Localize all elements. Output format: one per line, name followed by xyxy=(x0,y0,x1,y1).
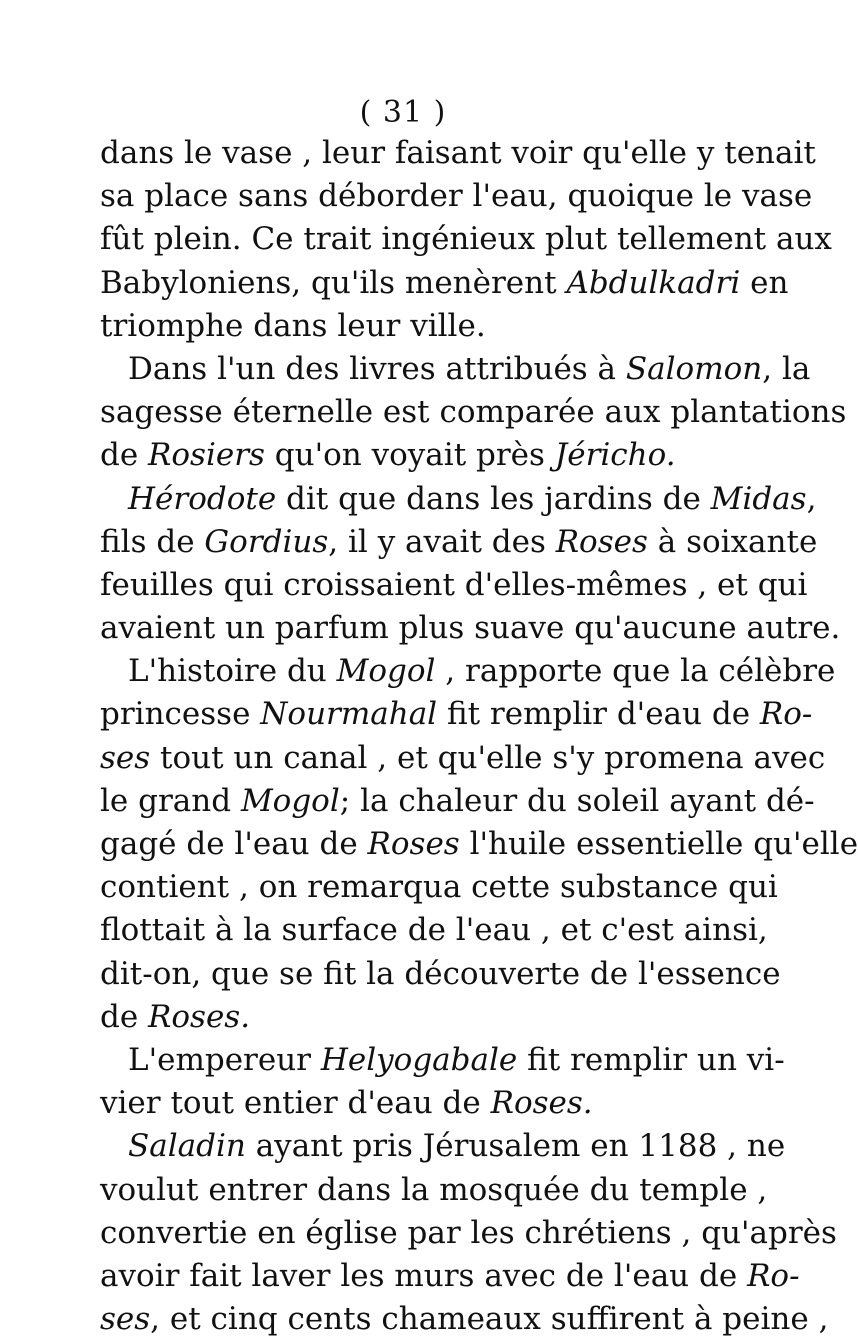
text-line xyxy=(100,1169,768,1212)
text-line xyxy=(100,305,710,348)
text-span: le grand xyxy=(100,782,241,819)
text-line xyxy=(100,1298,829,1341)
page-number: ( 31 ) xyxy=(359,95,447,130)
italic-text-span: Rosiers xyxy=(148,437,265,474)
italic-text-span: Jéricho. xyxy=(554,437,676,474)
text-span: , la xyxy=(762,350,811,387)
text-line xyxy=(100,391,847,434)
text-span: L'histoire du xyxy=(128,653,337,690)
text-line xyxy=(100,132,816,175)
text-line xyxy=(100,650,836,693)
italic-text-span: Helyogabale xyxy=(320,1041,518,1078)
text-span: de xyxy=(100,437,149,474)
text-span: qu'on voyait près xyxy=(264,437,555,474)
text-span: Babyloniens, qu'ils menèrent xyxy=(100,264,567,301)
text-span: sa place sans déborder l'eau, quoique le vase xyxy=(100,178,813,215)
text-line xyxy=(100,953,781,996)
text-line xyxy=(100,218,832,261)
text-line xyxy=(100,564,808,607)
text-span: ; la chaleur du soleil ayant dé- xyxy=(339,782,815,819)
text-span: gagé de l'eau de xyxy=(100,826,368,862)
text-line xyxy=(100,1125,786,1168)
text-span: vier tout entier d'eau de xyxy=(100,1085,491,1122)
text-span: fit remplir un vi- xyxy=(517,1041,785,1078)
text-span: , il y avait des xyxy=(328,523,556,560)
text-line xyxy=(100,1255,800,1298)
text-line xyxy=(100,693,813,736)
text-line xyxy=(100,607,841,650)
text-span: fût plein. Ce trait ingénieux plut tellement aux xyxy=(100,221,832,258)
italic-text-span: Saladin xyxy=(128,1128,246,1165)
text-span: avaient un parfum plus suave qu'aucune autre. xyxy=(100,610,841,647)
text-span: voulut entrer dans la mosquée du temple , xyxy=(100,1171,768,1208)
italic-text-span: Roses. xyxy=(148,998,251,1035)
text-span: Dans l'un des livres attribués à xyxy=(128,350,626,387)
text-line xyxy=(100,1212,837,1255)
text-line xyxy=(100,909,768,952)
italic-text-span: ses xyxy=(100,1301,151,1338)
italic-text-span: ses xyxy=(100,739,151,776)
text-span: L'empereur xyxy=(128,1041,321,1078)
text-span: dans le vase , leur faisant voir qu'elle y tenait xyxy=(100,135,816,171)
text-span: fit remplir d'eau de xyxy=(437,696,760,733)
italic-text-span: Roses xyxy=(367,826,460,862)
text-span: , et cinq cents chameaux suffirent à peine , xyxy=(150,1301,829,1338)
text-line xyxy=(100,175,813,218)
italic-text-span: Mogol xyxy=(336,653,436,690)
italic-text-span: Salomon xyxy=(625,350,763,387)
text-span: avoir fait laver les murs avec de l'eau de xyxy=(100,1257,748,1294)
text-line xyxy=(100,737,826,780)
italic-text-span: Ro- xyxy=(759,696,813,733)
body-text xyxy=(100,132,858,1341)
italic-text-span: Roses. xyxy=(490,1085,593,1122)
italic-text-span: Ro- xyxy=(747,1257,800,1294)
text-span: en xyxy=(740,264,789,301)
text-span: dit que dans les jardins de xyxy=(276,480,711,517)
italic-text-span: Hérodote xyxy=(128,480,277,517)
text-span: princesse xyxy=(100,696,261,733)
italic-text-span: Roses xyxy=(555,523,648,560)
text-line xyxy=(100,1082,710,1125)
italic-text-span: Gordius xyxy=(204,523,329,560)
text-span: , xyxy=(806,480,817,517)
text-line xyxy=(100,348,811,391)
text-span: , rapporte que la célèbre xyxy=(435,653,836,690)
text-span: tout un canal , et qu'elle s'y promena avec xyxy=(150,739,826,776)
text-line xyxy=(100,521,818,564)
text-span: dit-on, que se fit la découverte de l'essence xyxy=(100,955,781,992)
text-span: flottait à la surface de l'eau , et c'est ainsi, xyxy=(100,912,768,949)
text-line xyxy=(100,780,815,823)
text-line xyxy=(100,996,710,1039)
text-line xyxy=(100,866,778,909)
text-line xyxy=(100,434,710,477)
text-span: fils de xyxy=(100,523,205,560)
text-span: à soixante xyxy=(647,523,818,560)
text-span: contient , on remarqua cette substance qui xyxy=(100,869,778,906)
text-line xyxy=(100,823,858,866)
text-span: de xyxy=(100,998,149,1035)
text-span: ayant pris Jérusalem en 1188 , ne xyxy=(245,1128,786,1165)
italic-text-span: Nourmahal xyxy=(260,696,438,733)
text-span: sagesse éternelle est comparée aux plantations xyxy=(100,394,847,431)
italic-text-span: Abdulkadri xyxy=(566,264,741,301)
text-line xyxy=(100,262,789,305)
text-span: convertie en église par les chrétiens , qu'après xyxy=(100,1214,837,1251)
text-line xyxy=(100,478,817,521)
text-line xyxy=(100,1039,785,1082)
italic-text-span: Midas xyxy=(710,480,807,517)
text-span: triomphe dans leur ville. xyxy=(100,307,486,344)
italic-text-span: Mogol xyxy=(240,782,340,819)
text-span: l'huile essentielle qu'elle xyxy=(459,826,858,862)
text-span: feuilles qui croissaient d'elles-mêmes , et qui xyxy=(100,566,808,603)
